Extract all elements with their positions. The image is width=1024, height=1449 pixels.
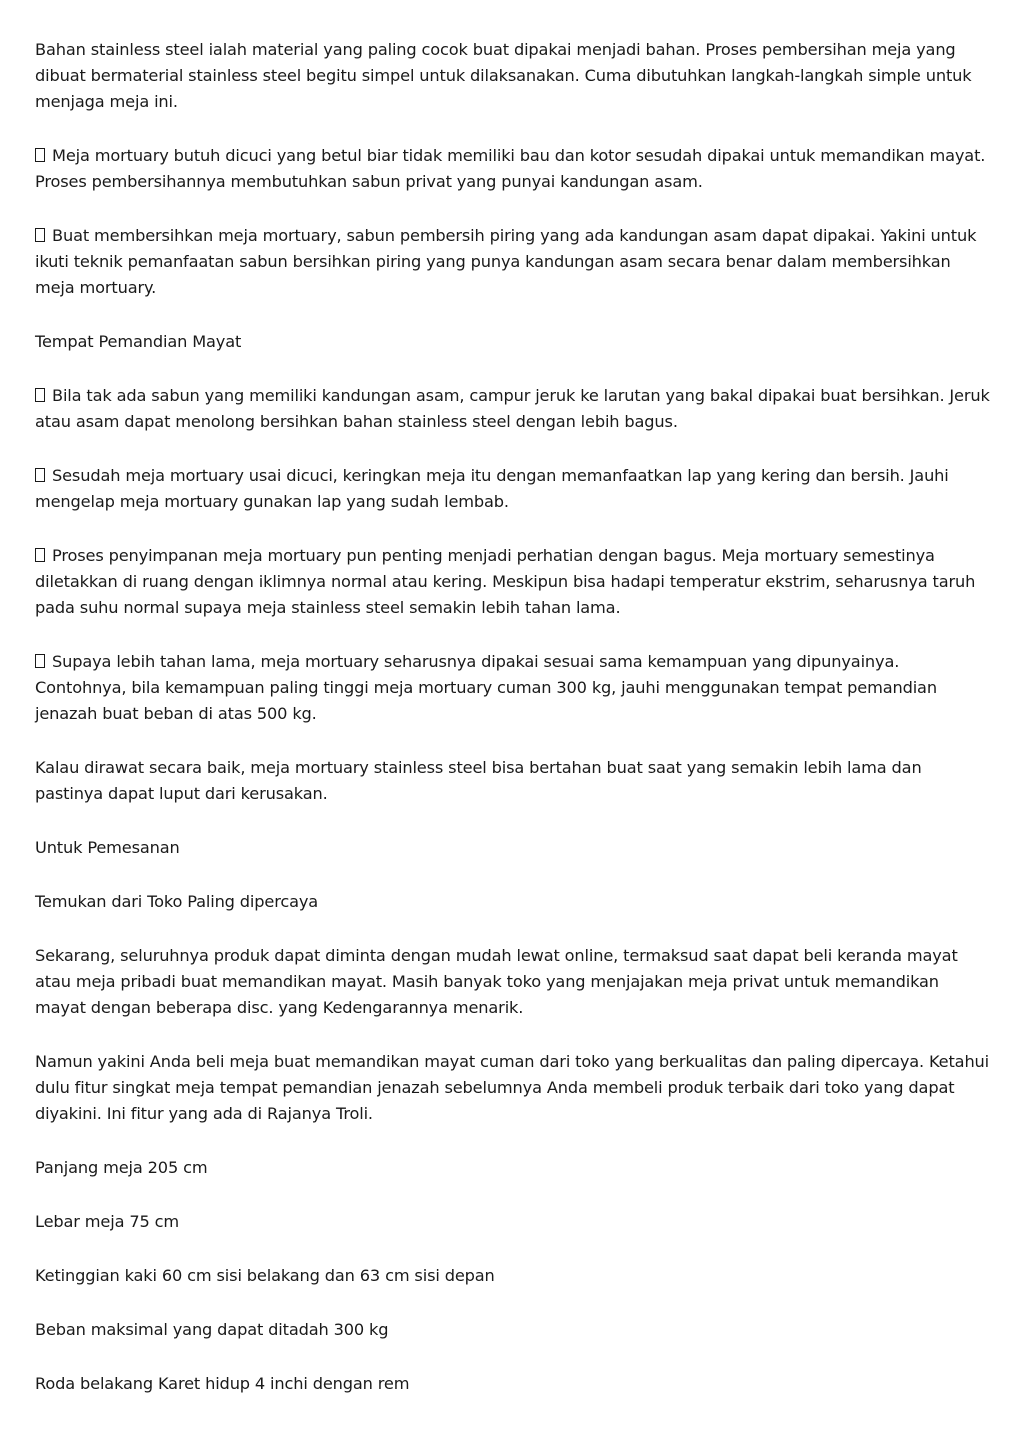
paragraph-text: Sekarang, seluruhnya produk dapat diminta dengan mudah lewat online, termaksud saat dapat beli keranda mayat atau meja pribadi buat memandikan mayat. Masih banyak toko yang menjajakan meja privat untuk memandikan mayat dengan beberapa disc. yang Kedengarannya menarik. bbox=[35, 946, 958, 1017]
section-heading bbox=[35, 329, 990, 355]
missing-glyph-bullet-icon bbox=[35, 654, 45, 668]
paragraph-text: Namun yakini Anda beli meja buat memandikan mayat cuman dari toko yang berkualitas dan paling dipercaya. Ketahui dulu fitur singkat meja tempat pemandian jenazah sebelumnya Anda membeli produk terbaik dari toko yang dapat diyakini. Ini fitur yang ada di Rajanya Troli. bbox=[35, 1052, 990, 1123]
paragraph-text: Meja mortuary butuh dicuci yang betul biar tidak memiliki bau dan kotor sesudah dipakai untuk memandikan mayat. Proses pembersihannya membutuhkan sabun privat yang punyai kandungan asam. bbox=[35, 146, 986, 191]
paragraph-text: Untuk Pemesanan bbox=[35, 838, 180, 857]
paragraph-text: Bahan stainless steel ialah material yang paling cocok buat dipakai menjadi bahan. Proses pembersihan meja yang dibuat bermaterial stainless steel begitu simpel untuk dilaksanakan. Cuma dibutuhkan langkah-langkah simple untuk menjaga meja ini. bbox=[35, 40, 972, 111]
bullet-paragraph bbox=[35, 383, 990, 435]
spec-line bbox=[35, 1371, 990, 1397]
bullet-paragraph bbox=[35, 143, 990, 195]
bullet-paragraph bbox=[35, 223, 990, 301]
paragraph-text: Proses penyimpanan meja mortuary pun penting menjadi perhatian dengan bagus. Meja mortuary semestinya diletakkan di ruang dengan iklimnya normal atau kering. Meskipun bisa hadapi temperatur ekstrim, seharusnya taruh pada suhu normal supaya meja stainless steel semakin lebih tahan lama. bbox=[35, 546, 976, 617]
paragraph-text: Tempat Pemandian Mayat bbox=[35, 332, 242, 351]
document-body bbox=[35, 37, 990, 1425]
paragraph bbox=[35, 755, 990, 807]
spec-line bbox=[35, 1155, 990, 1181]
spec-line bbox=[35, 1263, 990, 1289]
spec-line bbox=[35, 1209, 990, 1235]
missing-glyph-bullet-icon bbox=[35, 148, 45, 162]
missing-glyph-bullet-icon bbox=[35, 228, 45, 242]
paragraph-text: Temukan dari Toko Paling dipercaya bbox=[35, 892, 319, 911]
section-heading bbox=[35, 889, 990, 915]
paragraph bbox=[35, 37, 990, 115]
paragraph-text: Kalau dirawat secara baik, meja mortuary stainless steel bisa bertahan buat saat yang semakin lebih lama dan pastinya dapat luput dari kerusakan. bbox=[35, 758, 922, 803]
missing-glyph-bullet-icon bbox=[35, 468, 45, 482]
paragraph-text: Roda belakang Karet hidup 4 inchi dengan rem bbox=[35, 1374, 410, 1393]
spec-line bbox=[35, 1317, 990, 1343]
section-heading bbox=[35, 835, 990, 861]
bullet-paragraph bbox=[35, 649, 990, 727]
paragraph-text: Supaya lebih tahan lama, meja mortuary seharusnya dipakai sesuai sama kemampuan yang dipunyainya. Contohnya, bila kemampuan paling tinggi meja mortuary cuman 300 kg, jauhi menggunakan tempat pemandian jenazah buat beban di atas 500 kg. bbox=[35, 652, 937, 723]
bullet-paragraph bbox=[35, 543, 990, 621]
paragraph-text: Panjang meja 205 cm bbox=[35, 1158, 208, 1177]
paragraph-text: Ketinggian kaki 60 cm sisi belakang dan 63 cm sisi depan bbox=[35, 1266, 495, 1285]
paragraph bbox=[35, 1049, 990, 1127]
paragraph bbox=[35, 943, 990, 1021]
paragraph-text: Sesudah meja mortuary usai dicuci, keringkan meja itu dengan memanfaatkan lap yang kering dan bersih. Jauhi mengelap meja mortuary gunakan lap yang sudah lembab. bbox=[35, 466, 949, 511]
bullet-paragraph bbox=[35, 463, 990, 515]
paragraph-text: Bila tak ada sabun yang memiliki kandungan asam, campur jeruk ke larutan yang bakal dipakai buat bersihkan. Jeruk atau asam dapat menolong bersihkan bahan stainless steel dengan lebih bagus. bbox=[35, 386, 990, 431]
paragraph-text: Beban maksimal yang dapat ditadah 300 kg bbox=[35, 1320, 389, 1339]
paragraph-text: Lebar meja 75 cm bbox=[35, 1212, 179, 1231]
missing-glyph-bullet-icon bbox=[35, 548, 45, 562]
paragraph-text: Buat membersihkan meja mortuary, sabun pembersih piring yang ada kandungan asam dapat dipakai. Yakini untuk ikuti teknik pemanfaatan sabun bersihkan piring yang punya kandungan asam secara benar dalam membersihkan meja mortuary. bbox=[35, 226, 977, 297]
missing-glyph-bullet-icon bbox=[35, 388, 45, 402]
